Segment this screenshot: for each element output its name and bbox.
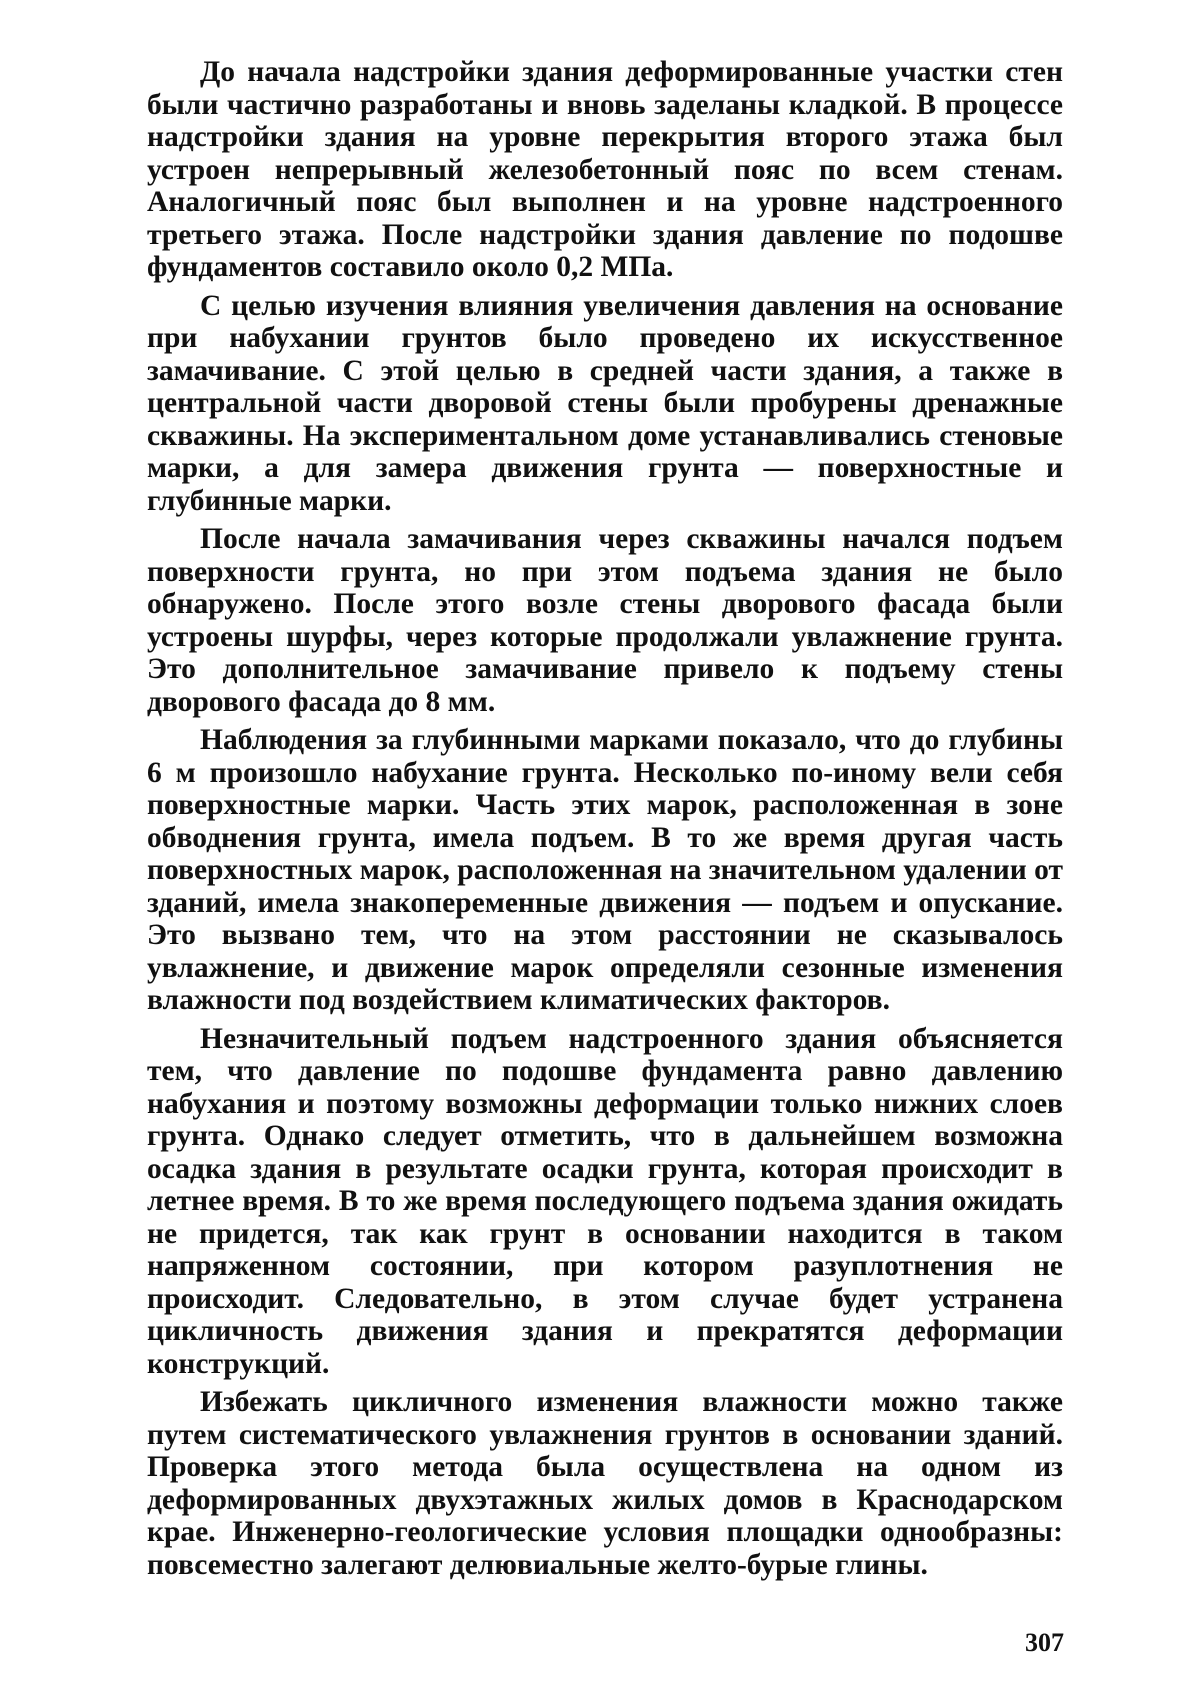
paragraph: До начала надстройки здания деформированные участки стен были частично разработаны и вновь заделаны кладкой. В процессе надстройки здания на уровне перекрытия второго этажа был устроен непрерывный железобетонный пояс по всем стенам. Аналогичный пояс был выполнен и на уровне надстроенного третьего этажа. После надстройки здания давление по подошве фундаментов составило около 0,2 МПа. xyxy=(147,56,1063,283)
body-text xyxy=(147,56,1063,1581)
paragraph: После начала замачивания через скважины начался подъем поверхности грунта, но при этом подъема здания не было обнаружено. После этого возле стены дворового фасада были устроены шурфы, через которые продолжали увлажнение грунта. Это дополнительное замачивание привело к подъему стены дворового фасада до 8 мм. xyxy=(147,523,1063,718)
paragraph: Избежать цикличного изменения влажности можно также путем систематического увлажнения грунтов в основании зданий. Проверка этого метода была осуществлена на одном из деформированных двухэтажных жилых домов в Краснодарском крае. Инженерно-геологические условия площадки однообразны: повсеместно залегают делювиальные желто-бурые глины. xyxy=(147,1386,1063,1581)
paragraph: Незначительный подъем надстроенного здания объясняется тем, что давление по подошве фундамента равно давлению набухания и поэтому возможны деформации только нижних слоев грунта. Однако следует отметить, что в дальнейшем возможна осадка здания в результате осадки грунта, которая происходит в летнее время. В то же время последующего подъема здания ожидать не придется, так как грунт в основании находится в таком напряженном состоянии, при котором разуплотнения не происходит. Следовательно, в этом случае будет устранена цикличность движения здания и прекратятся деформации конструкций. xyxy=(147,1022,1063,1380)
page-number: 307 xyxy=(1025,1628,1064,1657)
paragraph: Наблюдения за глубинными марками показало, что до глубины 6 м произошло набухание грунта. Несколько по-иному вели себя поверхностные марки. Часть этих марок, расположенная в зоне обводнения грунта, имела подъем. В то же время другая часть поверхностных марок, расположенная на значительном удалении от зданий, имела знакопеременные движения — подъем и опускание. Это вызвано тем, что на этом расстоянии не сказывалось увлажнение, и движение марок определяли сезонные изменения влажности под воздействием климатических факторов. xyxy=(147,724,1063,1016)
paragraph: С целью изучения влияния увеличения давления на основание при набухании грунтов было проведено их искусственное замачивание. С этой целью в средней части здания, а также в центральной части дворовой стены были пробурены дренажные скважины. На экспериментальном доме устанавливались стеновые марки, а для замера движения грунта — поверхностные и глубинные марки. xyxy=(147,289,1063,517)
